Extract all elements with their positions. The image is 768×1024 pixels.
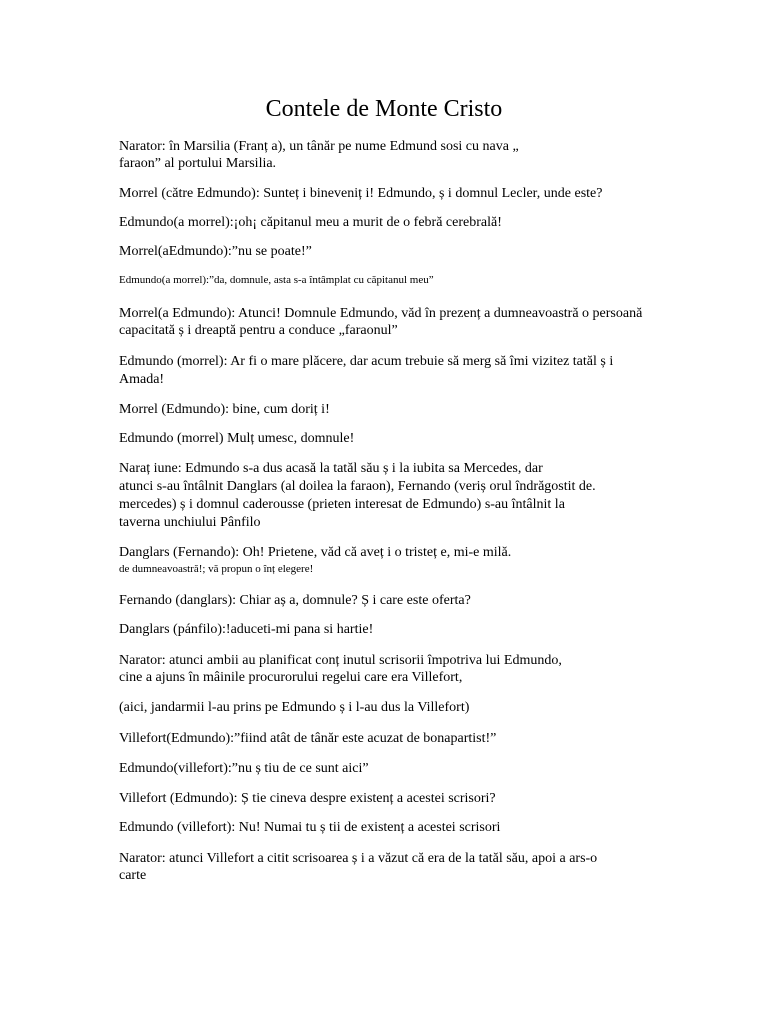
- text-line: Morrel(aEdmundo):”nu se poate!”: [119, 244, 312, 259]
- text-line: Danglars (Fernando): Oh! Prietene, văd că aveț i o tristeț e, mi-e milă.: [119, 545, 512, 560]
- text-line: Narator: în Marsilia (Franț a), un tânăr pe nume Edmund sosi cu nava „: [119, 139, 519, 154]
- text-line: Amada!: [119, 372, 165, 387]
- text-line: Narator: atunci ambii au planificat conț inutul scrisorii împotriva lui Edmundo,: [119, 653, 562, 668]
- text-line: (aici, jandarmii l-au prins pe Edmundo ș i l-au dus la Villefort): [119, 700, 470, 715]
- text-line: faraon” al portului Marsilia.: [119, 156, 277, 171]
- text-line: Edmundo (morrel): Ar fi o mare plăcere, dar acum trebuie să merg să îmi vizitez tatăl ș i: [119, 354, 614, 369]
- text-line: atunci s-au întâlnit Danglars (al doilea la faraon), Fernando (veriș orul îndrăgostit de.: [119, 479, 596, 494]
- text-line: Edmundo (morrel) Mulț umesc, domnule!: [119, 431, 355, 446]
- text-line: Edmundo (villefort): Nu! Numai tu ș tii de existenț a acestei scrisori: [119, 820, 501, 835]
- text-line: Villefort (Edmundo): Ș tie cineva despre existenț a acestei scrisori?: [119, 791, 496, 806]
- text-line: Edmundo(a morrel):”da, domnule, asta s-a întâmplat cu căpitanul meu”: [119, 274, 434, 286]
- text-line: mercedes) ș i domnul caderousse (prieten interesat de Edmundo) s-au întâlnit la: [119, 497, 565, 512]
- text-line: Narator: atunci Villefort a citit scrisoarea ș i a văzut că era de la tatăl său, apoi a ars-o: [119, 851, 598, 866]
- text-line: Fernando (danglars): Chiar aș a, domnule? Ș i care este oferta?: [119, 593, 471, 608]
- text-line: Morrel (către Edmundo): Sunteț i bineveniț i! Edmundo, ș i domnul Lecler, unde este?: [119, 186, 603, 201]
- text-line: carte: [119, 868, 147, 883]
- text-line: cine a ajuns în mâinile procurorului regelui care era Villefort,: [119, 670, 463, 685]
- text-line: capacitată ș i dreaptă pentru a conduce „faraonul”: [119, 323, 398, 338]
- page-title: Contele de Monte Cristo: [265, 96, 503, 122]
- text-line: Naraț iune: Edmundo s-a dus acasă la tatăl său ș i la iubita sa Mercedes, dar: [119, 461, 543, 476]
- text-line: Edmundo(villefort):”nu ș tiu de ce sunt aici”: [119, 761, 369, 776]
- text-line: Villefort(Edmundo):”fiind atât de tânăr este acuzat de bonapartist!”: [119, 731, 497, 746]
- text-line: Morrel(a Edmundo): Atunci! Domnule Edmundo, văd în prezenț a dumneavoastră o persoană: [119, 306, 643, 321]
- text-line: Danglars (pánfilo):!aduceti-mi pana si hartie!: [119, 622, 374, 637]
- text-line: Morrel (Edmundo): bine, cum doriț i!: [119, 402, 330, 417]
- text-line: taverna unchiului Pânfilo: [119, 515, 261, 530]
- text-line: Edmundo(a morrel):¡oh¡ căpitanul meu a murit de o febră cerebrală!: [119, 215, 502, 230]
- text-line: de dumneavoastră!; vă propun o înț elegere!: [119, 563, 314, 575]
